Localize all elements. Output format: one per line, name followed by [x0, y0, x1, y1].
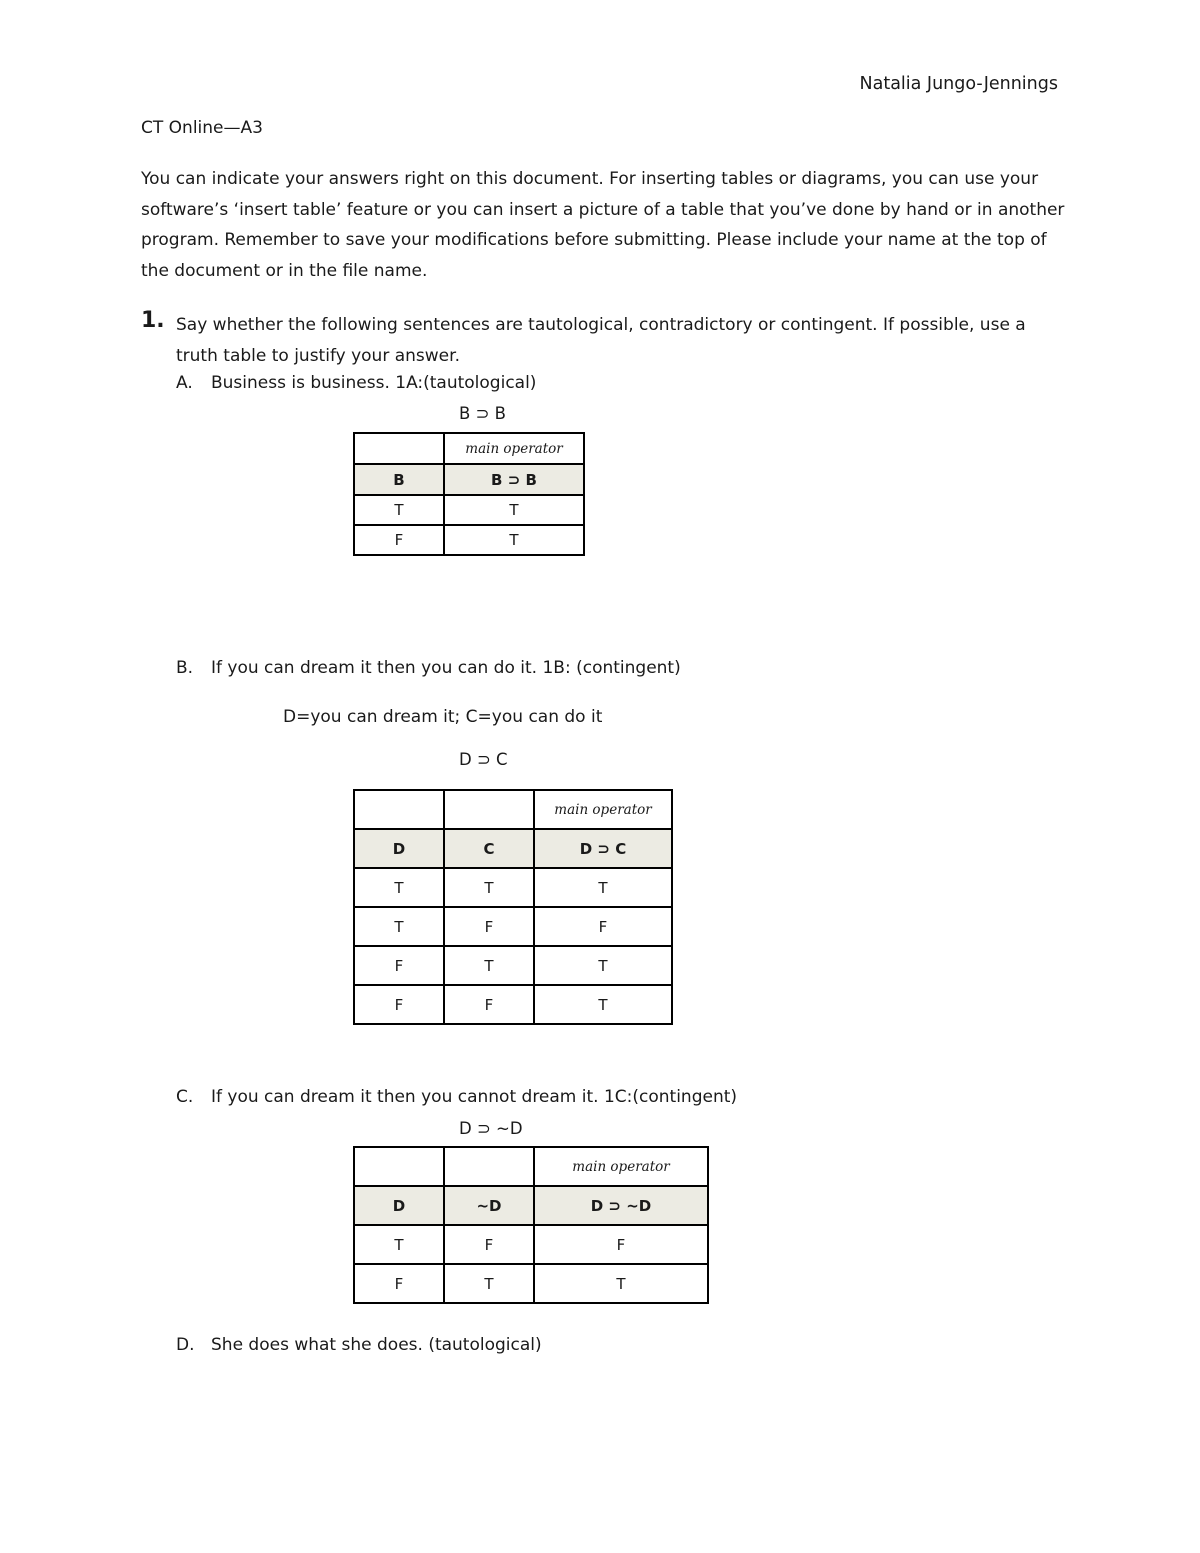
author-name: Natalia Jungo-Jennings — [859, 74, 1058, 94]
column-header: B ⊃ B — [444, 464, 584, 495]
document-title: CT Online—A3 — [141, 118, 263, 138]
part-b-legend: D=you can dream it; C=you can do it — [283, 707, 603, 727]
part-c-formula: D ⊃ ~D — [459, 1119, 523, 1138]
column-header: D — [354, 829, 444, 868]
column-header: C — [444, 829, 534, 868]
part-d — [176, 1335, 542, 1355]
table-row — [354, 1225, 708, 1264]
part-d-text: She does what she does. (tautological) — [211, 1335, 542, 1355]
table-row — [354, 907, 672, 946]
table-cell: F — [444, 907, 534, 946]
table-cell: T — [354, 495, 444, 525]
table-cell: F — [444, 1225, 534, 1264]
table-c-blank-cell — [354, 1147, 444, 1186]
question-number: 1. — [141, 308, 165, 333]
instructions-paragraph: You can indicate your answers right on this document. For inserting tables or diagrams, you can use your software’s ‘insert table’ feature or you can insert a picture of a table that you’ve done by hand or in another program. Remember to save your modifications before submitting. Please include your name at the top of the document or in the file name. — [141, 169, 1065, 281]
column-header: D ⊃ C — [534, 829, 672, 868]
table-b-blank-cell — [354, 790, 444, 829]
part-b-text: If you can dream it then you can do it. 1B: (contingent) — [211, 658, 681, 678]
column-header: D ⊃ ~D — [534, 1186, 708, 1225]
table-cell: T — [354, 1225, 444, 1264]
part-b — [176, 658, 681, 678]
truth-table-b — [353, 789, 673, 1025]
table-cell: F — [354, 946, 444, 985]
table-cell: T — [444, 1264, 534, 1303]
table-cell: T — [444, 495, 584, 525]
table-cell: F — [354, 985, 444, 1024]
table-row — [354, 985, 672, 1024]
table-cell: F — [534, 907, 672, 946]
column-header: ~D — [444, 1186, 534, 1225]
table-cell: T — [354, 868, 444, 907]
part-a-text: Business is business. 1A:(tautological) — [211, 373, 537, 393]
question-text: Say whether the following sentences are tautological, contradictory or contingent. If possible, use a truth table to justify your answer. — [176, 315, 1026, 366]
part-b-formula: D ⊃ C — [459, 750, 508, 769]
table-cell: T — [534, 1264, 708, 1303]
part-c — [176, 1087, 737, 1107]
table-row — [354, 495, 584, 525]
part-c-text: If you can dream it then you cannot dream it. 1C:(contingent) — [211, 1087, 738, 1107]
truth-table-a — [353, 432, 585, 556]
table-cell: F — [444, 985, 534, 1024]
table-cell: T — [534, 868, 672, 907]
part-c-letter: C. — [176, 1087, 194, 1107]
table-c-blank-cell — [444, 1147, 534, 1186]
truth-table-c — [353, 1146, 709, 1304]
table-row — [354, 868, 672, 907]
table-cell: T — [444, 946, 534, 985]
column-header: B — [354, 464, 444, 495]
table-cell: F — [354, 1264, 444, 1303]
table-cell: F — [354, 525, 444, 555]
table-row — [354, 1264, 708, 1303]
column-header: D — [354, 1186, 444, 1225]
table-cell: T — [444, 525, 584, 555]
table-cell: T — [444, 868, 534, 907]
table-row — [354, 525, 584, 555]
table-row — [354, 946, 672, 985]
table-b-blank-cell — [444, 790, 534, 829]
part-b-letter: B. — [176, 658, 194, 678]
part-a-formula: B ⊃ B — [459, 404, 506, 423]
table-cell: F — [534, 1225, 708, 1264]
part-a — [176, 373, 536, 393]
table-a-blank-cell — [354, 433, 444, 464]
part-d-letter: D. — [176, 1335, 195, 1355]
main-operator-label: main operator — [534, 1147, 708, 1186]
main-operator-label: main operator — [444, 433, 584, 464]
part-a-letter: A. — [176, 373, 193, 393]
table-cell: T — [534, 985, 672, 1024]
table-cell: T — [534, 946, 672, 985]
table-cell: T — [354, 907, 444, 946]
main-operator-label: main operator — [534, 790, 672, 829]
